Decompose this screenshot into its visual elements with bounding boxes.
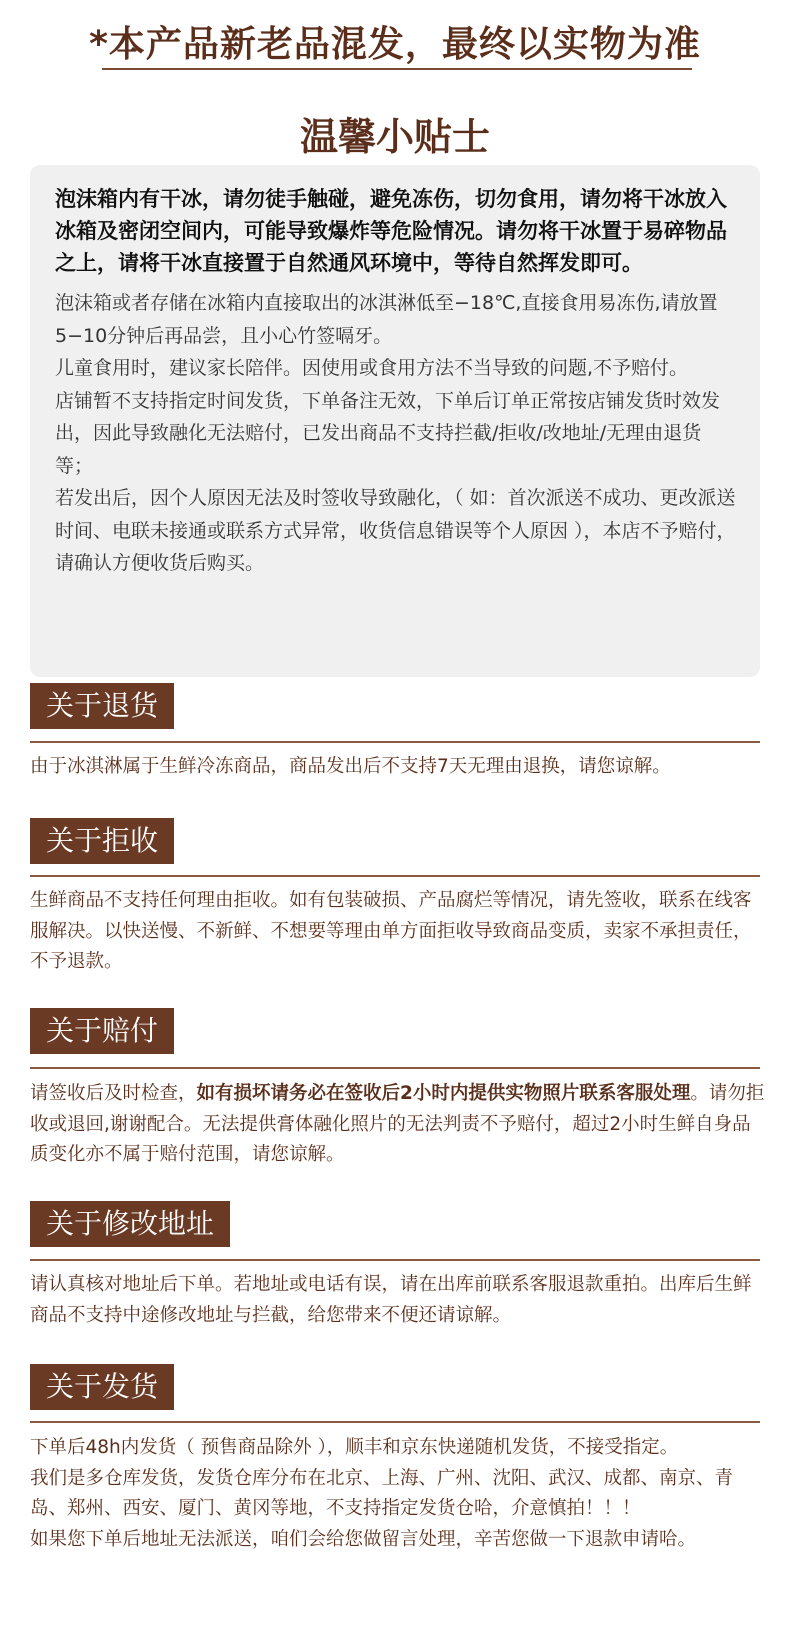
compensation-text-intro: 请签收后及时检查， xyxy=(30,1083,197,1104)
section-label-compensation: 关于赔付 xyxy=(30,1008,174,1054)
refusal-text: 生鲜商品不支持任何理由拒收。如有包装破损、产品腐烂等情况，请先签收，联系在线客服解决。以快送慢、不新鲜、不想要等理由单方面拒收导致商品变质，卖家不承担责任，不予退款。 xyxy=(30,890,752,972)
section-text-shipping xyxy=(30,1433,765,1555)
section-divider-compensation xyxy=(30,1067,760,1069)
shipping-line-warehouses: 我们是多仓库发货，发货仓库分布在北京、上海、广州、沈阳、武汉、成都、南京、青岛、郑州、西安、厦门、黄冈等地，不支持指定发货仓哈，介意慎拍！！！ xyxy=(30,1467,734,1519)
shipping-line-undeliverable: 如果您下单后地址无法派送，咱们会给您做留言处理，辛苦您做一下退款申请哈。 xyxy=(30,1528,697,1550)
section-divider-returns xyxy=(30,741,760,743)
section-text-compensation xyxy=(30,1079,765,1171)
section-divider-shipping xyxy=(30,1421,760,1423)
tips-title: 温馨小贴士 xyxy=(299,115,490,159)
tips-paragraph-frostbite: 泡沫箱或者存储在冰箱内直接取出的冰淇淋低至−18℃,直接食用易冻伤,请放置5−10分钟后再品尝，且小心竹签嗝牙。 xyxy=(55,292,718,347)
compensation-text-emphasis: 如有损坏请务必在签收后2小时内提供实物照片联系客服处理 xyxy=(196,1083,691,1104)
section-label-refusal: 关于拒收 xyxy=(30,818,174,864)
compensation-text-rest: 。请勿拒收或退回,谢谢配合。无法提供膏体融化照片的无法判责不予赔付，超过2小时生鲜自身品质变化亦不属于赔付范围，请您谅解。 xyxy=(30,1083,765,1165)
section-text-address xyxy=(30,1270,765,1331)
shipping-line-timing: 下单后48h内发货（ 预售商品除外 ），顺丰和京东快递随机发货，不接受指定。 xyxy=(30,1437,679,1458)
section-divider-address xyxy=(30,1259,760,1261)
tips-paragraph-personal-reasons: 若发出后，因个人原因无法及时签收导致融化，（ 如：首次派送不成功、更改派送时间、电联未接通或联系方式异常，收货信息错误等个人原因 ），本店不予赔付，请确认方便收货后购买。 xyxy=(55,487,736,574)
dry-ice-warning: 泡沫箱内有干冰，请勿徒手触碰，避免冻伤，切勿食用，请勿将干冰放入冰箱及密闭空间内，可能导致爆炸等危险情况。请勿将干冰置于易碎物品之上，请将干冰直接置于自然通风环境中，等待自然挥发即可。 xyxy=(55,187,727,275)
tips-box xyxy=(30,165,760,677)
tips-paragraph-children: 儿童食用时，建议家长陪伴。因使用或食用方法不当导致的问题,不予赔付。 xyxy=(55,357,689,379)
section-label-address: 关于修改地址 xyxy=(30,1201,230,1247)
section-text-returns xyxy=(30,752,765,783)
banner-divider xyxy=(102,68,692,70)
section-label-shipping: 关于发货 xyxy=(30,1364,174,1410)
returns-text: 由于冰淇淋属于生鲜冷冻商品，商品发出后不支持7天无理由退换，请您谅解。 xyxy=(30,756,671,777)
mixed-packaging-banner: *本产品新老品混发，最终以实物为准 xyxy=(89,24,701,65)
section-label-returns: 关于退货 xyxy=(30,683,174,729)
tips-paragraph-shipping-time: 店铺暂不支持指定时间发货，下单备注无效，下单后订单正常按店铺发货时效发出，因此导致融化无法赔付，已发出商品不支持拦截/拒收/改地址/无理由退货等； xyxy=(55,389,721,477)
section-text-refusal xyxy=(30,886,765,978)
address-text: 请认真核对地址后下单。若地址或电话有误，请在出库前联系客服退款重拍。出库后生鲜商品不支持中途修改地址与拦截，给您带来不便还请谅解。 xyxy=(30,1274,752,1326)
section-divider-refusal xyxy=(30,875,760,877)
